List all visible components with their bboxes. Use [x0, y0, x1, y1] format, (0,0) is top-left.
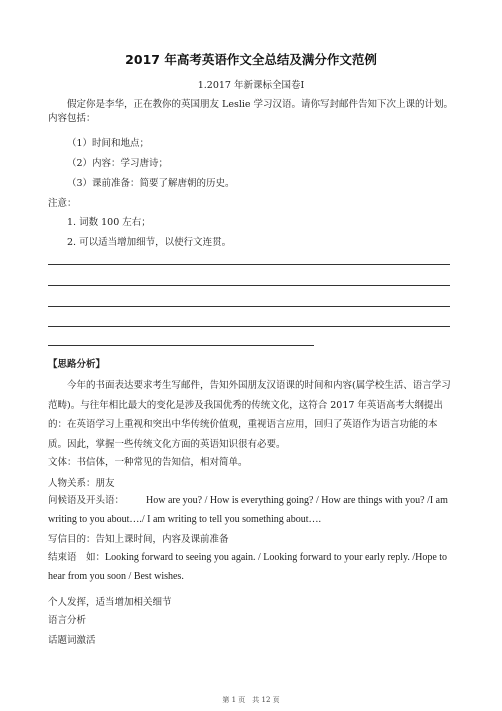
greeting-text: How are you? / How is everything going? / How are things with you? /I am writing to you about…./ I am writing to tell you something about…. — [48, 495, 448, 525]
answer-line — [48, 306, 450, 307]
analysis-heading: 【思路分析】 — [48, 359, 106, 370]
greeting-label: 问候语及开头语： — [48, 495, 125, 506]
analysis-paragraph: 今年的书面表达要求考生写邮件，告知外国朋友汉语课的时间和内容(属学校生活、语言学习范畴)。与往年相比最大的变化是涉及我国优秀的传统文化，这符合 2017 年英语高考大纲提出的：在英语学习上重视和突出中华传统价值观，重视语言应用，回归了英语作为语言功能的本质。因此，掌握一些传统文化方面的英语知识很有必要。 — [48, 380, 451, 450]
analysis-greeting — [48, 491, 456, 529]
document-title: 2017 年高考英语作文全总结及满分作文范例 — [125, 52, 377, 67]
answer-line — [48, 345, 314, 346]
analysis-genre: 文体：书信体，一种常见的告知信，相对简单。 — [48, 457, 248, 468]
answer-line — [48, 326, 450, 327]
prompt-note-label: 注意： — [48, 198, 77, 209]
analysis-closing — [48, 548, 456, 586]
analysis-purpose: 写信目的：告知上课时间，内容及课前准备 — [48, 534, 229, 545]
document-subtitle: 1.2017 年新课标全国卷Ⅰ — [197, 80, 305, 91]
prompt-item-2: （2）内容：学习唐诗； — [67, 158, 169, 169]
analysis-language: 语言分析 — [48, 615, 87, 626]
analysis-relation: 人物关系：朋友 — [48, 478, 115, 489]
prompt-note-2: 2. 可以适当增加细节，以使行文连贯。 — [67, 237, 232, 248]
prompt-item-3: （3）课前准备：简要了解唐朝的历史。 — [67, 178, 235, 189]
closing-text: Looking forward to seeing you again. / Looking forward to your early reply. /Hope to hear from you soon / Best wishes. — [48, 552, 448, 582]
analysis-topic: 话题词激活 — [48, 635, 96, 646]
page-number: 第 1 页 共 12 页 — [222, 696, 280, 704]
prompt-intro: 假定你是李华，正在教你的英国朋友 Leslie 学习汉语。请你写封邮件告知下次上课的计划。内容包括： — [48, 99, 454, 124]
prompt-item-1: （1）时间和地点； — [67, 138, 150, 149]
analysis-personal: 个人发挥，适当增加相关细节 — [48, 597, 172, 608]
answer-line — [48, 285, 450, 286]
answer-line — [48, 264, 450, 265]
closing-label: 结束语 如： — [48, 552, 106, 563]
prompt-note-1: 1. 词数 100 左右； — [67, 217, 151, 228]
